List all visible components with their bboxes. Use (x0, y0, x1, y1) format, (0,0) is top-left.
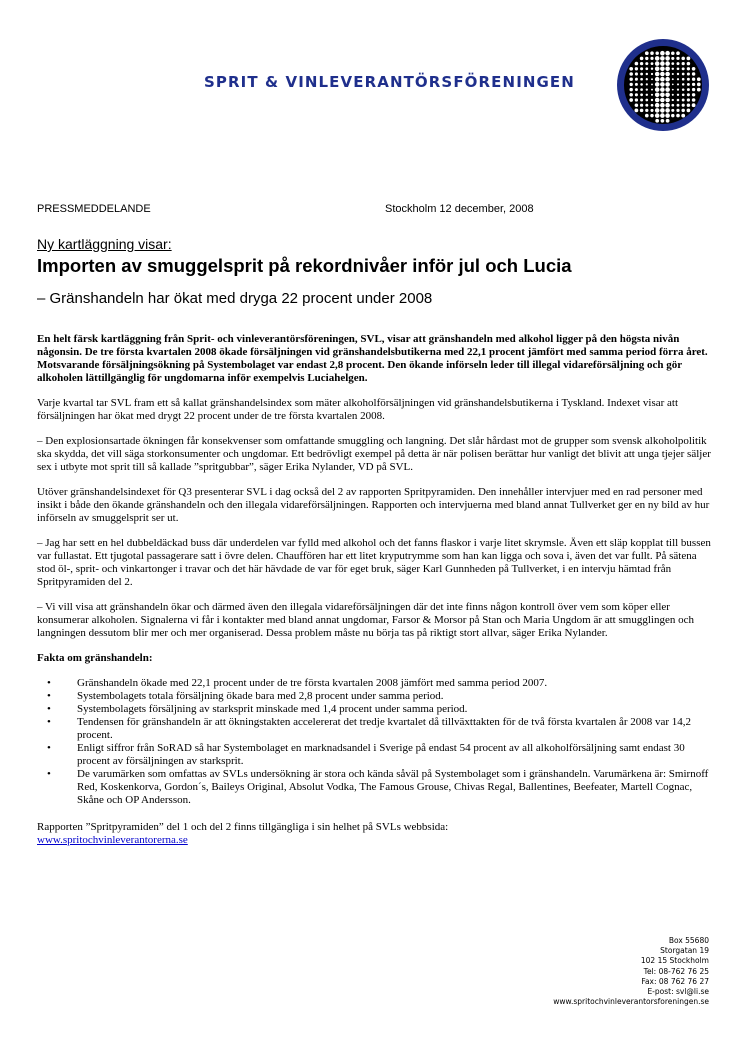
logo-dot (651, 62, 654, 65)
logo-dot (697, 88, 701, 92)
logo-dot (671, 62, 674, 65)
logo-dot (660, 113, 665, 118)
logo-dot (651, 104, 654, 107)
logo-dot (651, 73, 653, 75)
logo-dot (640, 99, 643, 102)
logo-dot (629, 72, 633, 76)
logo-dot (687, 83, 690, 86)
logo-dot (630, 83, 633, 86)
logo-dot (687, 88, 690, 91)
logo-dot (665, 61, 670, 66)
logo-dot (640, 88, 643, 91)
logo-dot (682, 78, 685, 81)
logo-dot (650, 51, 654, 55)
logo-dot (672, 73, 674, 75)
logo-dot (645, 51, 649, 55)
logo-dot (655, 67, 660, 72)
logo-dot (655, 51, 658, 54)
logo-dot (629, 93, 633, 97)
logo-dot (646, 83, 648, 85)
logo-dot (660, 77, 665, 82)
logo-dot (635, 98, 638, 101)
logo-dot (640, 78, 643, 81)
fact-item: • Tendensen för gränshandeln är att ökningstakten accelererat det tredje kvartalet då tillväxttakten för de två första kvartalen år 2008 var 14,2 procent. (77, 716, 717, 742)
logo-dot (655, 87, 660, 92)
logo-dot (640, 104, 643, 107)
logo-dot (681, 114, 685, 118)
contact-line: Tel: 08-762 76 25 (643, 966, 709, 976)
logo-dot (629, 77, 632, 80)
logo-dot (660, 51, 665, 56)
logo-dot (655, 93, 660, 98)
logo-dot (692, 78, 695, 81)
logo-dot (655, 77, 660, 82)
logo-dot (692, 83, 695, 86)
subheadline: – Gränshandeln har ökat med dryga 22 procent under 2008 (37, 290, 433, 307)
logo-dot (645, 104, 648, 107)
contact-line: www.spritochvinleverantorsforeningen.se (553, 997, 709, 1007)
logo-dot (687, 93, 690, 96)
logo-dot (676, 57, 679, 60)
logo-dot (665, 103, 670, 108)
logo-dot (665, 51, 670, 56)
logo-dot (651, 83, 653, 85)
logo-dot (635, 78, 638, 81)
logo-dot (676, 51, 680, 55)
logo-dot (629, 88, 632, 91)
logo-dot (672, 84, 674, 86)
logo-dot (665, 82, 670, 87)
press-release-label: PRESSMEDDELANDE (37, 203, 151, 215)
logo-dot (645, 67, 648, 70)
organization-name: SPRIT & VINLEVERANTÖRSFÖRENINGEN (204, 73, 575, 91)
contact-line: 102 15 Stockholm (640, 956, 709, 966)
logo-dot (665, 77, 670, 82)
logo-dot (672, 78, 674, 80)
kicker: Ny kartläggning visar: (37, 236, 172, 252)
headline: Importen av smuggelsprit på rekordnivåer inför jul och Lucia (37, 255, 572, 276)
logo-dot (665, 56, 670, 61)
logo-dot (687, 62, 691, 66)
logo-dot (661, 119, 665, 123)
logo-dot (672, 94, 674, 96)
logo-dot (640, 93, 643, 96)
logo-dot (671, 51, 675, 55)
logo-dot (650, 109, 653, 112)
logo-dot (665, 113, 670, 118)
logo-dot (629, 98, 633, 102)
facts-list (37, 677, 717, 807)
logo-dot (677, 62, 680, 65)
logo-dot (640, 73, 643, 76)
logo-dot (640, 67, 643, 70)
logo-dot (646, 73, 648, 75)
contact-line: Fax: 08 762 76 27 (641, 976, 709, 986)
logo-dot (665, 93, 670, 98)
article-body (37, 333, 717, 847)
logo-dot (692, 103, 696, 107)
logo-dot (681, 57, 685, 61)
logo-dot (660, 72, 665, 77)
logo-dot (635, 67, 638, 70)
body-paragraph: – Den explosionsartade ökningen får konsekvenser som omfattande smuggling och langning. Det slår hårdast mot de grupper som svensk alkoholpolitik ska skydda, det vill säga storkonsumenter och ungdomar. Ett bedrövligt exempel på detta är när polisen berättar hur vanligt det blivit att unga tjejer säljer sex i utbyte mot sprit till så kallade ”spritgubbar”, säger Erika Nylander, VD på SVL. (37, 435, 711, 473)
logo-dot (671, 114, 674, 117)
logo-dot (682, 88, 685, 91)
logo-dot (651, 89, 653, 91)
logo-dot (682, 67, 685, 70)
logo-dot (697, 77, 701, 81)
logo-dot (687, 98, 690, 101)
logo-dot (682, 99, 685, 102)
logo-dot (665, 108, 670, 113)
logo-dot (651, 68, 653, 70)
logo-dot (671, 57, 674, 60)
logo-dot (676, 114, 680, 118)
logo-dot (692, 93, 695, 96)
logo-dot (682, 73, 685, 76)
logo-dot (660, 108, 665, 113)
logo-dot (655, 56, 660, 61)
logo-dot (640, 62, 643, 65)
facts-title: Fakta om gränshandeln: (37, 652, 153, 664)
logo-dot (671, 104, 674, 107)
logo-dot (660, 87, 665, 92)
logo-dot (677, 73, 679, 75)
logo-dot (655, 103, 660, 108)
logo-dot (651, 94, 653, 96)
contact-block (553, 936, 709, 1007)
logo-dot (672, 89, 674, 91)
logo-dot (660, 103, 665, 108)
logo-dot (635, 83, 638, 86)
website-link[interactable]: www.spritochvinleverantorerna.se (37, 834, 188, 846)
logo-dot (645, 109, 648, 112)
logo-dot (672, 68, 674, 70)
logo-dot (687, 78, 690, 81)
logo-dot (635, 72, 638, 75)
logo-dot (677, 83, 679, 85)
logo-dot (640, 109, 644, 113)
logo-dot (650, 114, 653, 117)
logo-dot (635, 62, 639, 66)
closing-text: Rapporten ”Spritpyramiden” del 1 och del 2 finns tillgängliga i sin helhet på SVLs webbsida: (37, 821, 449, 833)
logo-dot (665, 72, 670, 77)
logo-dot (660, 61, 665, 66)
logo-dot (677, 104, 680, 107)
logo-dot (682, 83, 685, 86)
fact-item: • De varumärken som omfattas av SVLs undersökning är stora och kända såväl på Systembolaget som i gränshandeln. Varumärkena är: Smirnoff Red, Koskenkorva, Gordon´s, Baileys Original, Absolut Vodka, The Famous Grouse, Chivas Regal, Ballentines, Beefeater, Martell Cognac, Skåne och OP Andersson. (77, 768, 717, 807)
logo-dot (640, 57, 644, 61)
logo-dot (646, 78, 648, 80)
logo-dot (651, 78, 653, 80)
press-date: Stockholm 12 december, 2008 (385, 203, 534, 215)
contact-line: Box 55680 (668, 936, 709, 945)
logo-dot (646, 94, 648, 96)
logo-dot (655, 98, 660, 103)
logo-dot (660, 82, 665, 87)
logo-dot (666, 119, 670, 123)
logo-dot (677, 94, 679, 96)
body-paragraph: – Jag har sett en hel dubbeldäckad buss där underdelen var fylld med alkohol och det fanns flaskor i varje litet skrymsle. Även ett släp kopplat till bussen var fullastat. Ett tjugotal passagerare satt i övre delen. Chauffören har ett litet kryputrymme som han kan ligga och sova i, även det var fullt. På sätena stod öl-, sprit- och vinkartonger i travar och det här hävdade de var för eget bruk, säger Karl Gunnheden på Tullverket, i en intervju hämtad från Spritpyramiden del 2. (37, 537, 711, 588)
logo-dot (660, 56, 665, 61)
logo-dot (682, 104, 685, 107)
logo-dot (635, 93, 638, 96)
logo-dot (665, 87, 670, 92)
logo-dot (635, 88, 638, 91)
fact-item: • Enligt siffror från SoRAD så har Systembolaget en marknadsandel i Sverige på endast 54 procent av all alkoholförsäljning samt endast 30 procent av försäljningen av starksprit. (77, 742, 717, 768)
logo-dot (651, 99, 653, 101)
lead-paragraph: En helt färsk kartläggning från Sprit- och vinleverantörsföreningen, SVL, visar att gränshandeln med alkohol ligger på den högsta nivån någonsin. De tre första kvartalen 2008 ökade försäljningen vid gränshandelsbutikerna med 22,1 procent jämfört med samma period förra året. Motsvarande försäljningsökning på Systembolaget var endast 2,8 procent. Den ökande införseln leder till illegal vidareförsäljning och gör alkoholen lättillgänglig för ungdomarna inför exempelvis Luciahelgen. (37, 333, 708, 384)
logo-dot (687, 109, 691, 113)
logo-dot (660, 67, 665, 72)
logo-dot (692, 88, 695, 91)
logo-dot (677, 67, 680, 70)
logo-dot (687, 67, 690, 70)
body-paragraph: – Vi vill visa att gränshandeln ökar och därmed även den illegala vidareförsäljningen där det inte finns någon kontroll över vem som köper eller konsumerar alkoholen. Signalerna vi får i kontakter med bland annat ungdomar, Farsor & Morsor på Stan och Maria Ungdom är att smugglingen och langningen dessutom blir mer och mer organiserad. Dessa problem måste nu börja tas på riktigt stort allvar, säger Erika Nylander. (37, 601, 694, 639)
contact-line: E-post: svl@li.se (647, 987, 709, 997)
logo-dot (692, 72, 695, 75)
logo-dot (640, 83, 643, 86)
logo-dot (665, 67, 670, 72)
logo-dot (677, 99, 680, 102)
logo-dot (671, 109, 674, 112)
logo-dot (682, 62, 685, 65)
logo-dot (645, 99, 648, 102)
fact-item: • Systembolagets försäljning av starksprit minskade med 1,4 procent under samma period. (77, 703, 717, 716)
logo-dot (655, 113, 660, 118)
logo-dot (660, 93, 665, 98)
logo-dot (676, 109, 679, 112)
svl-logo (616, 38, 710, 132)
logo-dot (677, 78, 679, 80)
logo-dot (655, 72, 660, 77)
logo-dot (677, 89, 679, 91)
logo-dot (687, 72, 690, 75)
logo-dot (655, 82, 660, 87)
body-paragraph: Varje kvartal tar SVL fram ett så kallat gränshandelsindex som mäter alkoholförsäljningen vid gränshandelsbutikerna i Tyskland. Indexet visar att försäljningen har ökat med drygt 22 procent under de tre första kvartalen 2008. (37, 397, 679, 422)
logo-dot (646, 88, 648, 90)
logo-dot (645, 62, 648, 65)
logo-dot (697, 83, 701, 87)
logo-dot (681, 109, 684, 112)
logo-dot (650, 57, 653, 60)
logo-dot (645, 114, 649, 118)
fact-item: • Systembolagets totala försäljning ökade bara med 2,8 procent under samma period. (77, 690, 717, 703)
contact-line: Storgatan 19 (660, 946, 709, 956)
logo-dot (665, 98, 670, 103)
logo-dot (635, 109, 639, 113)
logo-dot (672, 99, 674, 101)
logo-dot (682, 93, 685, 96)
logo-dot (645, 57, 648, 60)
logo-dot (655, 119, 659, 123)
logo-dot (655, 108, 660, 113)
logo-dot (687, 103, 690, 106)
logo-dot (635, 103, 639, 107)
body-paragraph: Utöver gränshandelsindexet för Q3 presenterar SVL i dag också del 2 av rapporten Spritpyramiden. Den innehåller intervjuer med en rad personer med insikt i både den ökande gränshandeln och den illegala vidareförsäljningen. Rapporten och intervjuerna med bland annat Tullverket ger en ny bild av hur införseln av smuggelsprit ser ut. (37, 486, 710, 524)
logo-dot (687, 57, 691, 61)
logo-dot (692, 98, 696, 102)
logo-dot (660, 98, 665, 103)
logo-dot (655, 61, 660, 66)
fact-item: • Gränshandeln ökade med 22,1 procent under de tre första kvartalen 2008 jämfört med samma period 2007. (77, 677, 717, 690)
logo-dot (692, 67, 696, 71)
logo-dot (629, 67, 633, 71)
